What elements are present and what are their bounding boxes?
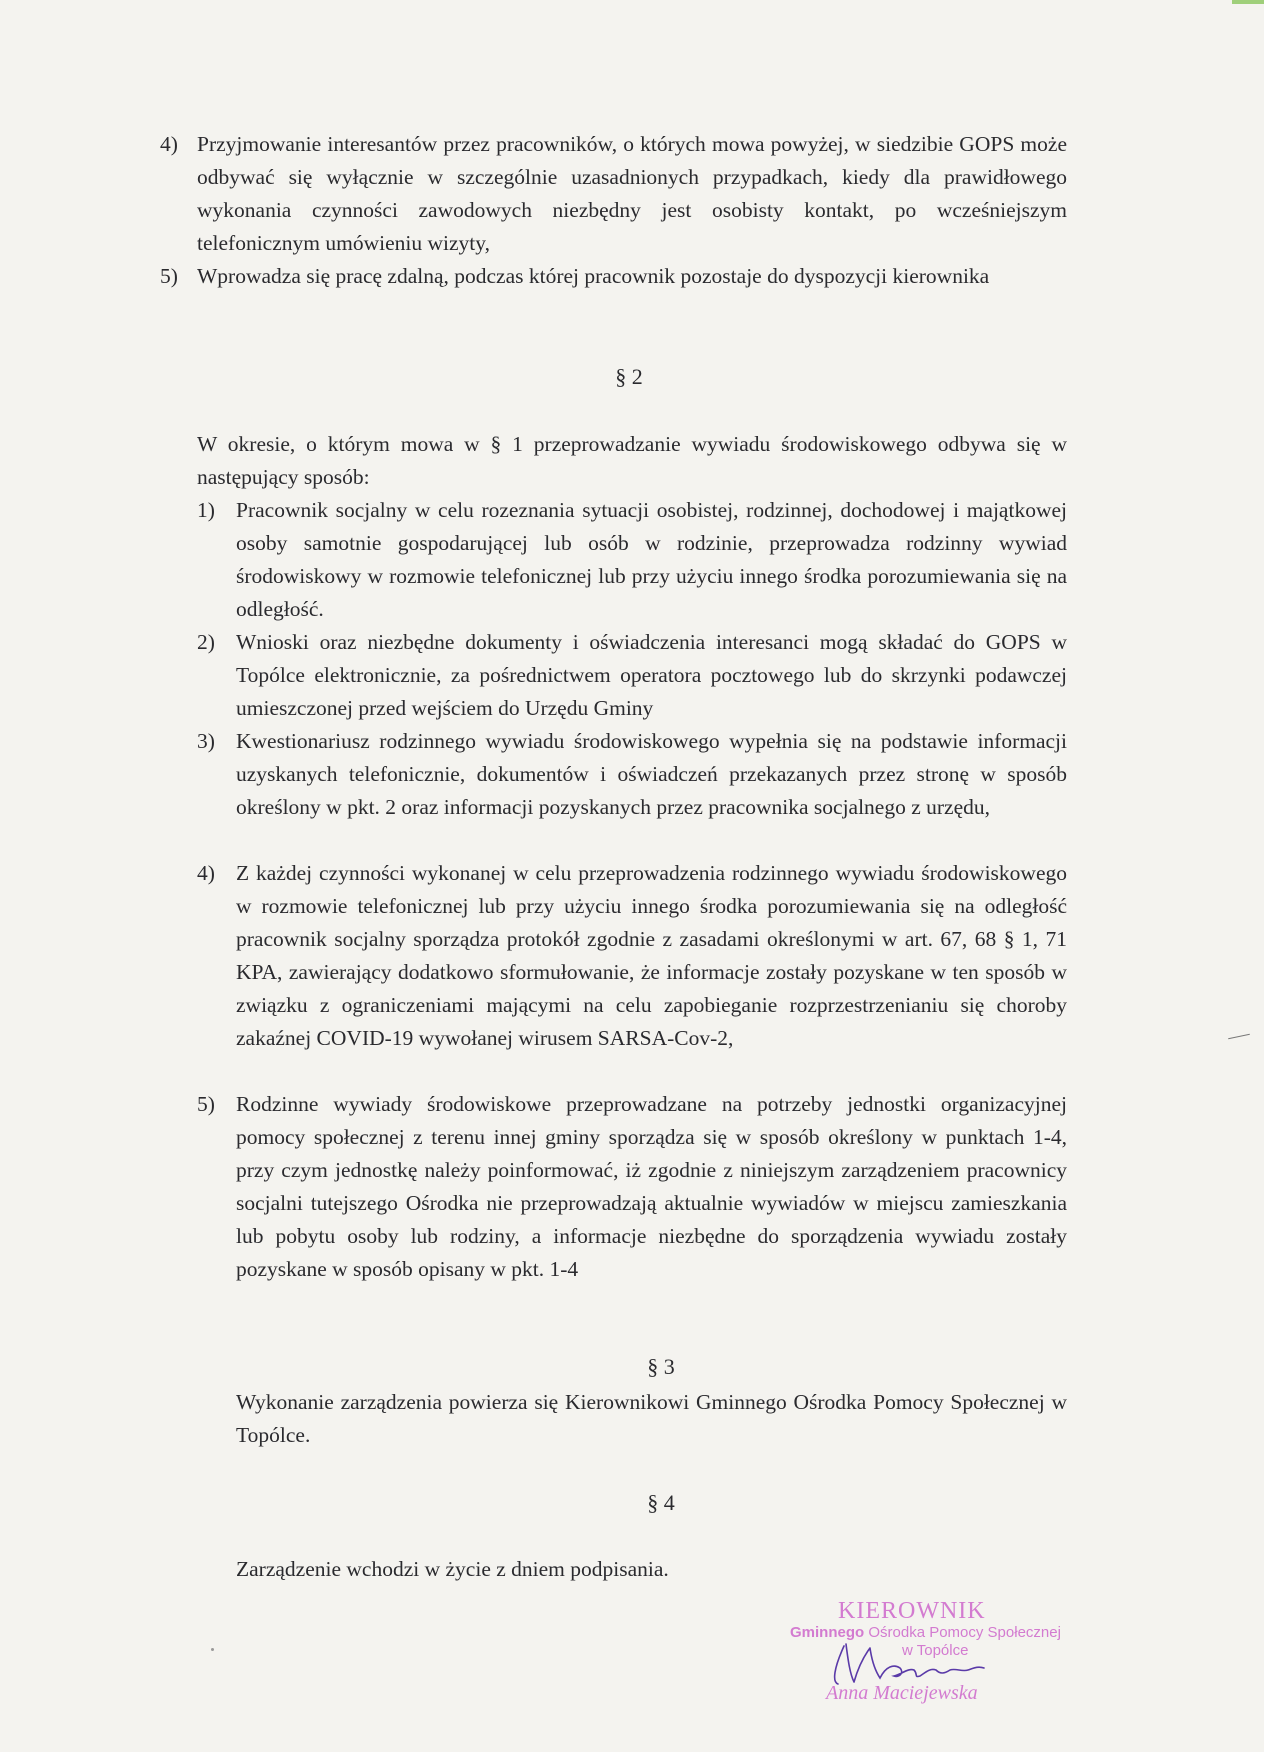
section-text: Wykonanie zarządzenia powierza się Kierownikowi Gminnego Ośrodka Pomocy Społecznej w Topólce. <box>236 1390 1067 1447</box>
stamp-name: Anna Maciejewska <box>826 1682 978 1704</box>
list-item-text: Z każdej czynności wykonanej w celu przeprowadzenia rodzinnego wywiadu środowiskowego w rozmowie telefonicznej lub przy użyciu innego środka porozumiewania się na odległość pracownik socjalny sporządza protokół zgodnie z zasadami określonymi w art. 67, 68 § 1, 71 KPA, zawierający dodatkowo sformułowanie, że informacje zostały pozyskane w ten sposób w związku z ograniczeniami mającymi na celu zapobieganie rozprzestrzenianiu się choroby zakaźnej COVID-19 wywołanej wirusem SARSA-Cov-2, <box>236 861 1067 1050</box>
stamp-institution-bold: Gminnego <box>790 1624 865 1641</box>
list-number: 4) <box>160 132 178 156</box>
section-heading: § 2 <box>615 364 643 389</box>
stamp-location: w Topólce <box>902 1642 969 1659</box>
section-text: Zarządzenie wchodzi w życie z dniem podpisania. <box>236 1557 669 1581</box>
list-item-text: Rodzinne wywiady środowiskowe przeprowadzane na potrzeby jednostki organizacyjnej pomocy społecznej z terenu innej gminy sporządza się w sposób określony w punktach 1-4, przy czym jednostkę należy poinformować, iż zgodnie z niniejszym zarządzeniem pracownicy socjalni tutejszego Ośrodka nie przeprowadzają aktualnie wywiadów w miejscu zamieszkania lub pobytu osoby lub rodziny, a informacje niezbędne do sporządzenia wywiadu zostały pozyskane w sposób opisany w pkt. 1-4 <box>236 1092 1067 1281</box>
list-number: 4) <box>197 861 215 885</box>
list-number: 3) <box>197 729 215 753</box>
list-item-text: Pracownik socjalny w celu rozeznania sytuacji osobistej, rodzinnej, dochodowej i majątkowej osoby samotnie gospodarującej lub osób w rodzinie, przeprowadza rodzinny wywiad środowiskowy w rozmowie telefonicznej lub przy użyciu innego środka porozumiewania się na odległość. <box>236 498 1067 621</box>
handwritten-signature <box>814 1638 1004 1688</box>
stamp-title: KIEROWNIK <box>838 1598 986 1624</box>
list-item-text: Wprowadza się pracę zdalną, podczas której pracownik pozostaje do dyspozycji kierownika <box>197 264 990 288</box>
list-number: 2) <box>197 630 215 654</box>
stamp-institution-rest: Ośrodka Pomocy Społecznej <box>868 1624 1061 1641</box>
scan-edge-mark <box>1232 0 1264 4</box>
scan-dot <box>211 1648 214 1651</box>
list-item-text: Kwestionariusz rodzinnego wywiadu środowiskowego wypełnia się na podstawie informacji uzyskanych telefonicznie, dokumentów i oświadczeń przekazanych przez stronę w sposób określony w pkt. 2 oraz informacji pozyskanych przez pracownika socjalnego z urzędu, <box>236 729 1067 819</box>
section-heading: § 3 <box>647 1354 675 1379</box>
list-number: 5) <box>160 264 178 288</box>
scan-mark <box>1228 1034 1250 1040</box>
list-number: 1) <box>197 498 215 522</box>
list-item-text: Wnioski oraz niezbędne dokumenty i oświadczenia interesanci mogą składać do GOPS w Topólce elektronicznie, za pośrednictwem operatora pocztowego lub do skrzynki podawczej umieszczonej przed wejściem do Urzędu Gminy <box>236 630 1067 720</box>
section-intro: W okresie, o którym mowa w § 1 przeprowadzanie wywiadu środowiskowego odbywa się w następujący sposób: <box>197 432 1067 489</box>
list-number: 5) <box>197 1092 215 1116</box>
official-stamp <box>770 1598 1090 1718</box>
section-heading: § 4 <box>647 1490 675 1515</box>
list-item-text: Przyjmowanie interesantów przez pracowników, o których mowa powyżej, w siedzibie GOPS może odbywać się wyłącznie w szczególnie uzasadnionych przypadkach, kiedy dla prawidłowego wykonania czynności zawodowych niezbędny jest osobisty kontakt, po wcześniejszym telefonicznym umówieniu wizyty, <box>197 132 1067 255</box>
